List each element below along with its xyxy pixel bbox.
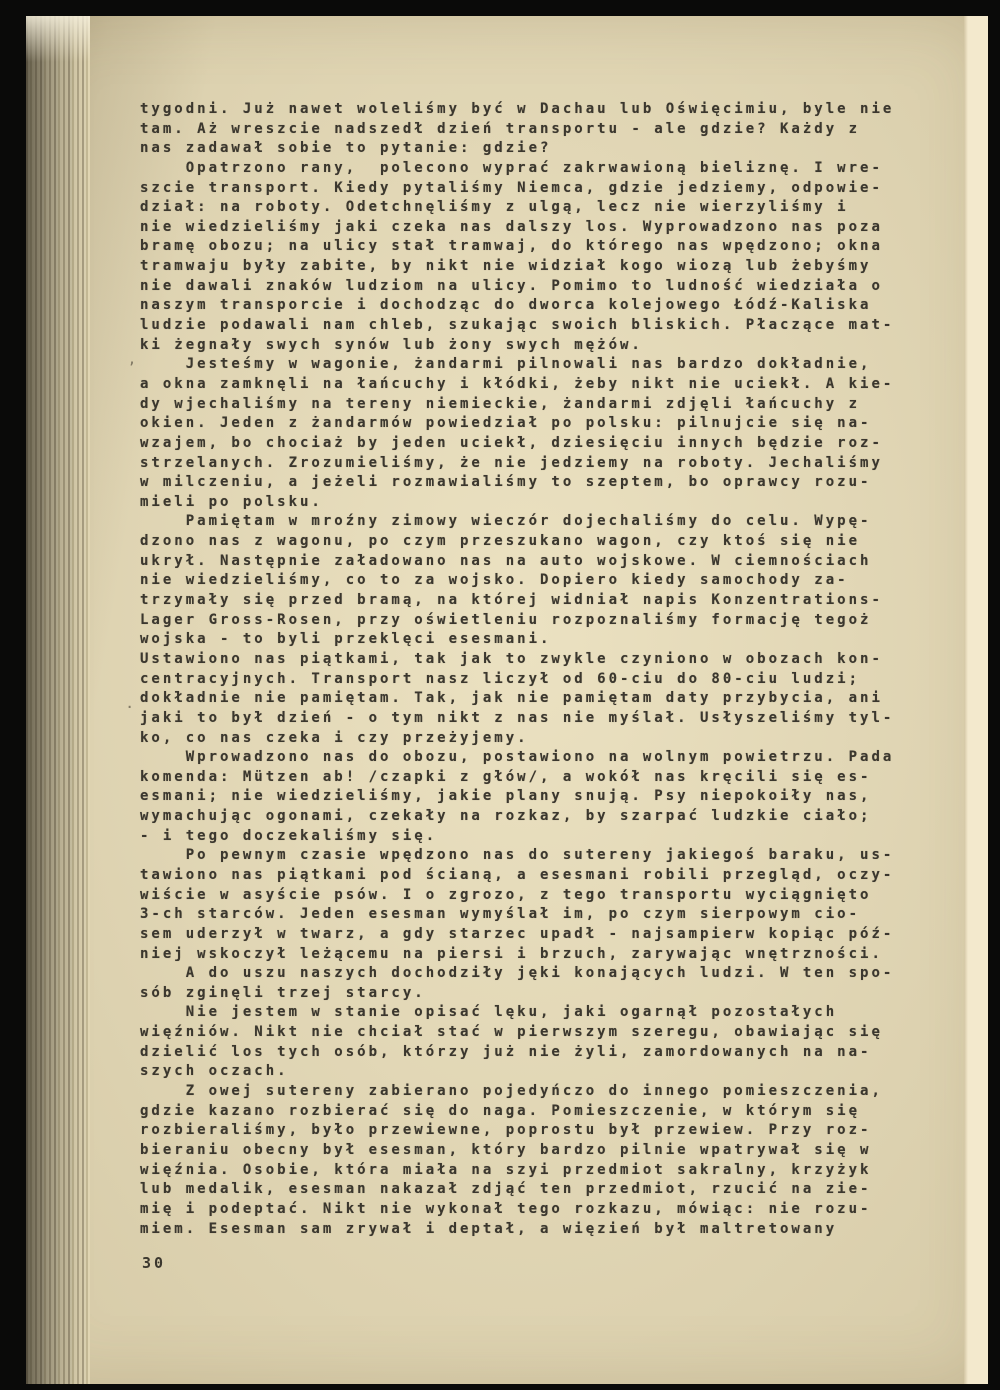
text-line: Lager Gross-Rosen, przy oświetleniu rozpoznaliśmy formację tegoż [140,611,872,628]
text-line: Opatrzono rany, polecono wyprać zakrwawioną bieliznę. I wre- [140,159,883,176]
text-line: więźniów. Nikt nie chciał stać w pierwszym szeregu, obawiając się [140,1024,883,1041]
text-line: bramę obozu; na ulicy stał tramwaj, do którego nas wpędzono; okna [140,238,883,255]
text-line: a okna zamknęli na łańcuchy i kłódki, żeby nikt nie uciekł. A kie- [140,375,895,392]
text-line: nie wiedzieliśmy, co to za wojsko. Dopiero kiedy samochody za- [140,572,849,589]
text-line: tam. Aż wreszcie nadszedł dzień transportu - ale gdzie? Każdy z [140,120,861,137]
page-stack-corner [26,16,90,62]
page-fore-edge [964,16,988,1384]
text-line: strzelanych. Zrozumieliśmy, że nie jedziemy na roboty. Jechaliśmy [140,454,883,471]
text-line: gdzie kazano rozbierać się do naga. Pomieszczenie, w którym się [140,1102,861,1119]
text-line: 3-ch starców. Jeden esesman wymyślał im, po czym sierpowym cio- [140,906,861,923]
scan-artifact: · [126,700,134,714]
text-line: szcie transport. Kiedy pytaliśmy Niemca, gdzie jedziemy, odpowie- [140,179,883,196]
book-binding-page-edges [26,16,90,1384]
text-line: Z owej sutereny zabierano pojedyńczo do innego pomieszczenia, [140,1083,883,1100]
text-line: tygodni. Już nawet woleliśmy być w Dachau lub Oświęcimiu, byle nie [140,101,895,117]
text-line: ludzie podawali nam chleb, szukając swoich bliskich. Płaczące mat- [140,317,895,334]
text-line: centracyjnych. Transport nasz liczył od 60-ciu do 80-ciu ludzi; [140,670,861,687]
text-line: jaki to był dzień - o tym nikt z nas nie myślał. Usłyszeliśmy tyl- [140,709,895,726]
text-line: wiście w asyście psów. I o zgrozo, z tego transportu wyciągnięto [140,886,872,903]
text-line: szych oczach. [140,1063,289,1080]
text-line: - i tego doczekaliśmy się. [140,827,438,844]
page-number: 30 [142,1254,167,1272]
text-line: dzono nas z wagonu, po czym przeszukano wagon, czy ktoś się nie [140,533,861,550]
text-line: ko, co nas czeka i czy przeżyjemy. [140,729,529,746]
text-line: wymachując ogonami, czekały na rozkaz, by szarpać ludzkie ciało; [140,808,872,825]
text-line: sób zginęli trzej starcy. [140,984,426,1001]
text-line: więźnia. Osobie, która miała na szyi przedmiot sakralny, krzyżyk [140,1161,872,1178]
text-line: dział: na roboty. Odetchnęliśmy z ulgą, lecz nie wierzyliśmy i [140,199,849,216]
text-line: dzielić los tych osób, którzy już nie żyli, zamordowanych na na- [140,1043,872,1060]
text-line: nie dawali znaków ludziom na ulicy. Pomimo to ludność wiedziała o [140,277,883,294]
text-line: dokładnie nie pamiętam. Tak, jak nie pamiętam daty przybycia, ani [140,690,883,707]
text-line: mieli po polsku. [140,493,323,510]
text-line: Wprowadzono nas do obozu, postawiono na wolnym powietrzu. Pada [140,749,895,766]
text-line: mię i podeptać. Nikt nie wykonał tego rozkazu, mówiąc: nie rozu- [140,1200,872,1217]
text-line: ki żegnały swych synów lub żony swych mężów. [140,336,643,353]
text-line: wzajem, bo chociaż by jeden uciekł, dziesięciu innych będzie roz- [140,434,883,451]
text-line: dy wjechaliśmy na tereny niemieckie, żandarmi zdjęli łańcuchy z [140,395,861,412]
text-line: esmani; nie wiedzieliśmy, jakie plany snują. Psy niepokoiły nas, [140,788,872,805]
text-line: Jesteśmy w wagonie, żandarmi pilnowali nas bardzo dokładnie, [140,356,872,373]
text-line: Nie jestem w stanie opisać lęku, jaki ogarnął pozostałych [140,1004,838,1021]
text-line: wojska - to byli przeklęci esesmani. [140,631,552,648]
text-line: komenda: Mützen ab! /czapki z głów/, a wokół nas kręcili się es- [140,768,872,785]
text-line: trzymały się przed bramą, na której widniał napis Konzentrations- [140,592,883,609]
text-line: A do uszu naszych dochodziły jęki konających ludzi. W ten spo- [140,965,895,982]
text-line: sem uderzył w twarz, a gdy starzec upadł - najsampierw kopiąc póź- [140,925,895,942]
text-line: bieraniu obecny był esesman, który bardzo pilnie wpatrywał się w [140,1141,872,1158]
scan-artifact: ’ [128,360,136,374]
text-line: tawiono nas piątkami pod ścianą, a esesmani robili przegląd, oczy- [140,866,895,883]
text-line: lub medalik, esesman nakazał zdjąć ten przedmiot, rzucić na zie- [140,1181,872,1198]
text-line: Po pewnym czasie wpędzono nas do sutereny jakiegoś baraku, us- [140,847,895,864]
page-text [140,100,960,1239]
text-line: w milczeniu, a jeżeli rozmawialiśmy to szeptem, bo oprawcy rozu- [140,474,872,491]
text-line: Ustawiono nas piątkami, tak jak to zwykle czyniono w obozach kon- [140,650,883,667]
text-line: rozbieraliśmy, było przewiewne, poprostu był przewiew. Przy roz- [140,1122,872,1139]
text-line: naszym transporcie i dochodząc do dworca kolejowego Łódź-Kaliska [140,297,872,314]
text-line: okien. Jeden z żandarmów powiedział po polsku: pilnujcie się na- [140,415,872,432]
text-line: tramwaju były zabite, by nikt nie widział kogo wiozą lub żebyśmy [140,258,872,275]
text-line: Pamiętam w mroźny zimowy wieczór dojechaliśmy do celu. Wypę- [140,513,872,530]
text-line: niej wskoczył leżącemu na piersi i brzuch, zarywając wnętrzności. [140,945,883,962]
text-line: nas zadawał sobie to pytanie: gdzie? [140,140,552,157]
text-line: miem. Esesman sam zrywał i deptał, a więzień był maltretowany [140,1220,838,1237]
text-line: nie wiedzieliśmy jaki czeka nas dalszy los. Wyprowadzono nas poza [140,218,883,235]
text-line: ukrył. Następnie załadowano nas na auto wojskowe. W ciemnościach [140,552,872,569]
